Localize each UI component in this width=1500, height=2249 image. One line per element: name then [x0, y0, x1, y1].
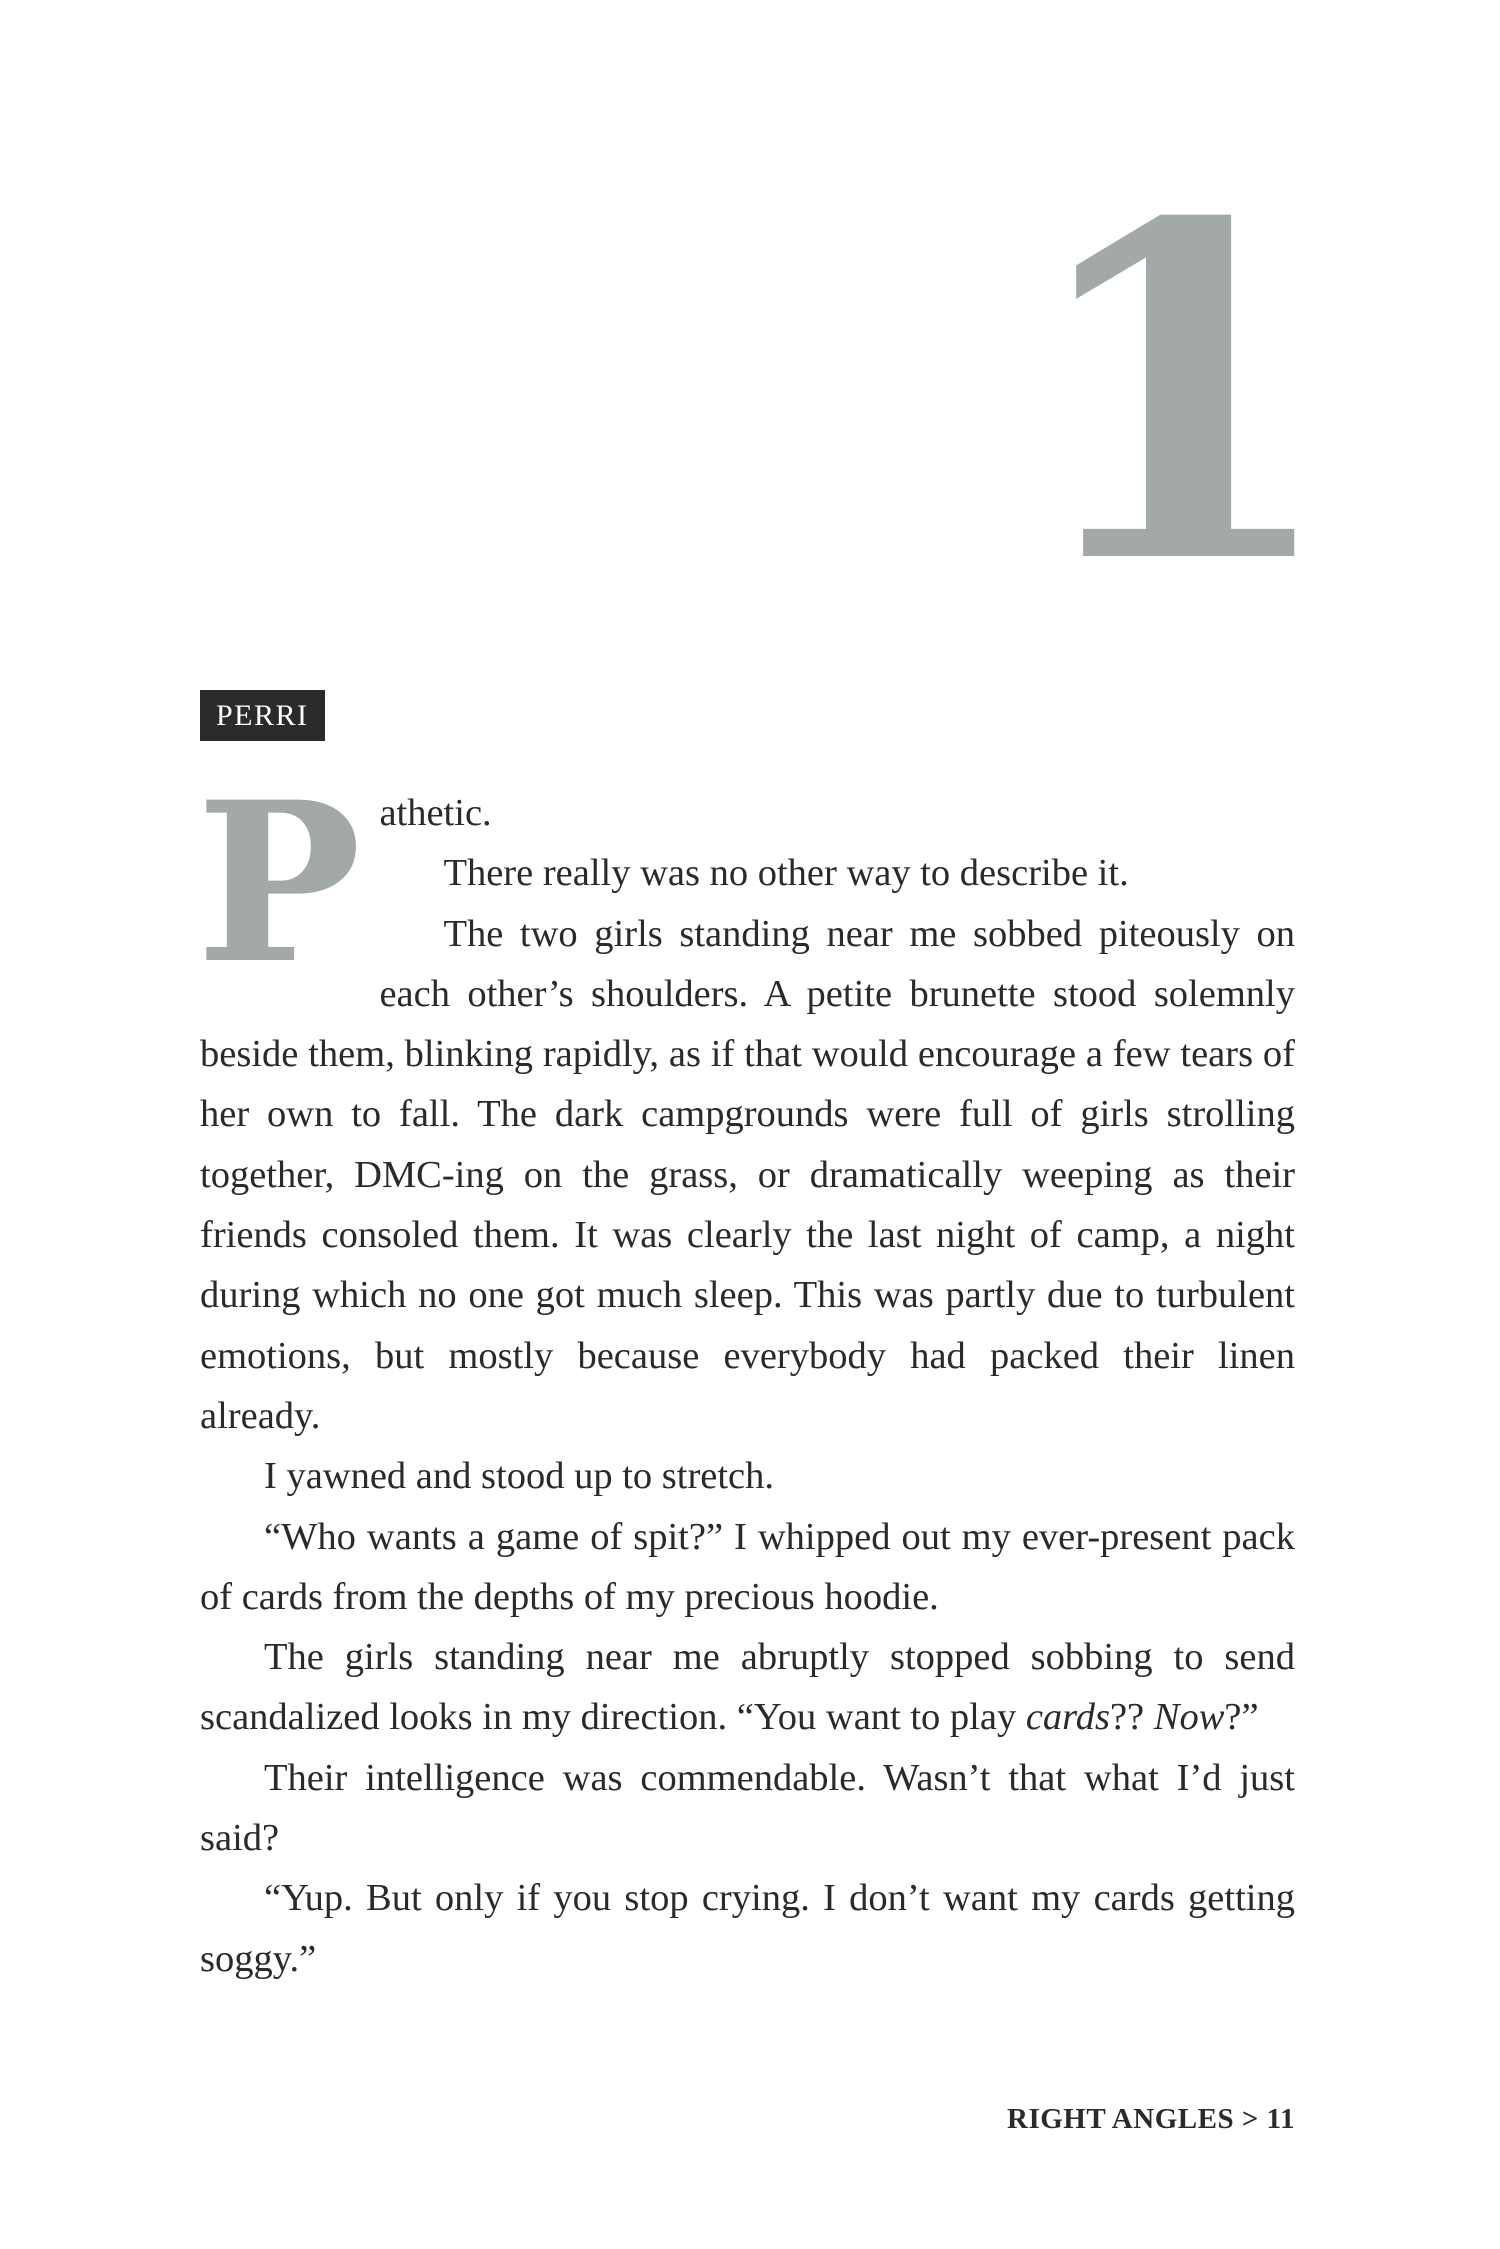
paragraph-6-text-a: The girls standing near me abruptly stopped sobbing to send scandalized looks in my direction. “You want to play [200, 1636, 1295, 1739]
chapter-body [196, 753, 1295, 1989]
paragraph-1-text: athetic. [379, 792, 492, 834]
paragraph-7: Their intelligence was commendable. Wasn’t that what I’d just said? [200, 1756, 1295, 1860]
paragraph-6-cards: cards [1025, 1696, 1110, 1739]
running-footer: RIGHT ANGLES > 11 [1007, 2103, 1295, 2135]
narrator-tag: PERRI [200, 690, 325, 741]
drop-cap: P [196, 753, 362, 1012]
paragraph-6 [200, 1627, 1295, 1748]
chapter-number: 1 [1020, 125, 1341, 665]
paragraph-3: The two girls standing near me sobbed piteously on each other’s shoulders. A petite brunette stood solemnly beside them, blinking rapidly, as if that would encourage a few tears of her own to fall. The dark campgrounds were full of girls strolling together, DMC-ing on the grass, or dramatically weeping as their friends consoled them. It was clearly the last night of camp, a night during which no one got much sleep. This was partly due to turbulent emotions, but mostly because everybody had packed their linen already. [200, 912, 1295, 1437]
paragraph-6-text-b: ?? [1109, 1696, 1154, 1739]
paragraph-6-text-c: ?” [1224, 1696, 1259, 1739]
paragraph-8: “Yup. But only if you stop crying. I don’t want my cards getting soggy.” [200, 1877, 1295, 1980]
paragraph-6-now: Now [1153, 1696, 1225, 1739]
paragraph-5: “Who wants a game of spit?” I whipped out my ever-present pack of cards from the depths of my precious hoodie. [200, 1515, 1295, 1618]
paragraph-4: I yawned and stood up to stretch. [264, 1455, 775, 1498]
paragraph-2: There really was no other way to describe it. [443, 852, 1129, 895]
